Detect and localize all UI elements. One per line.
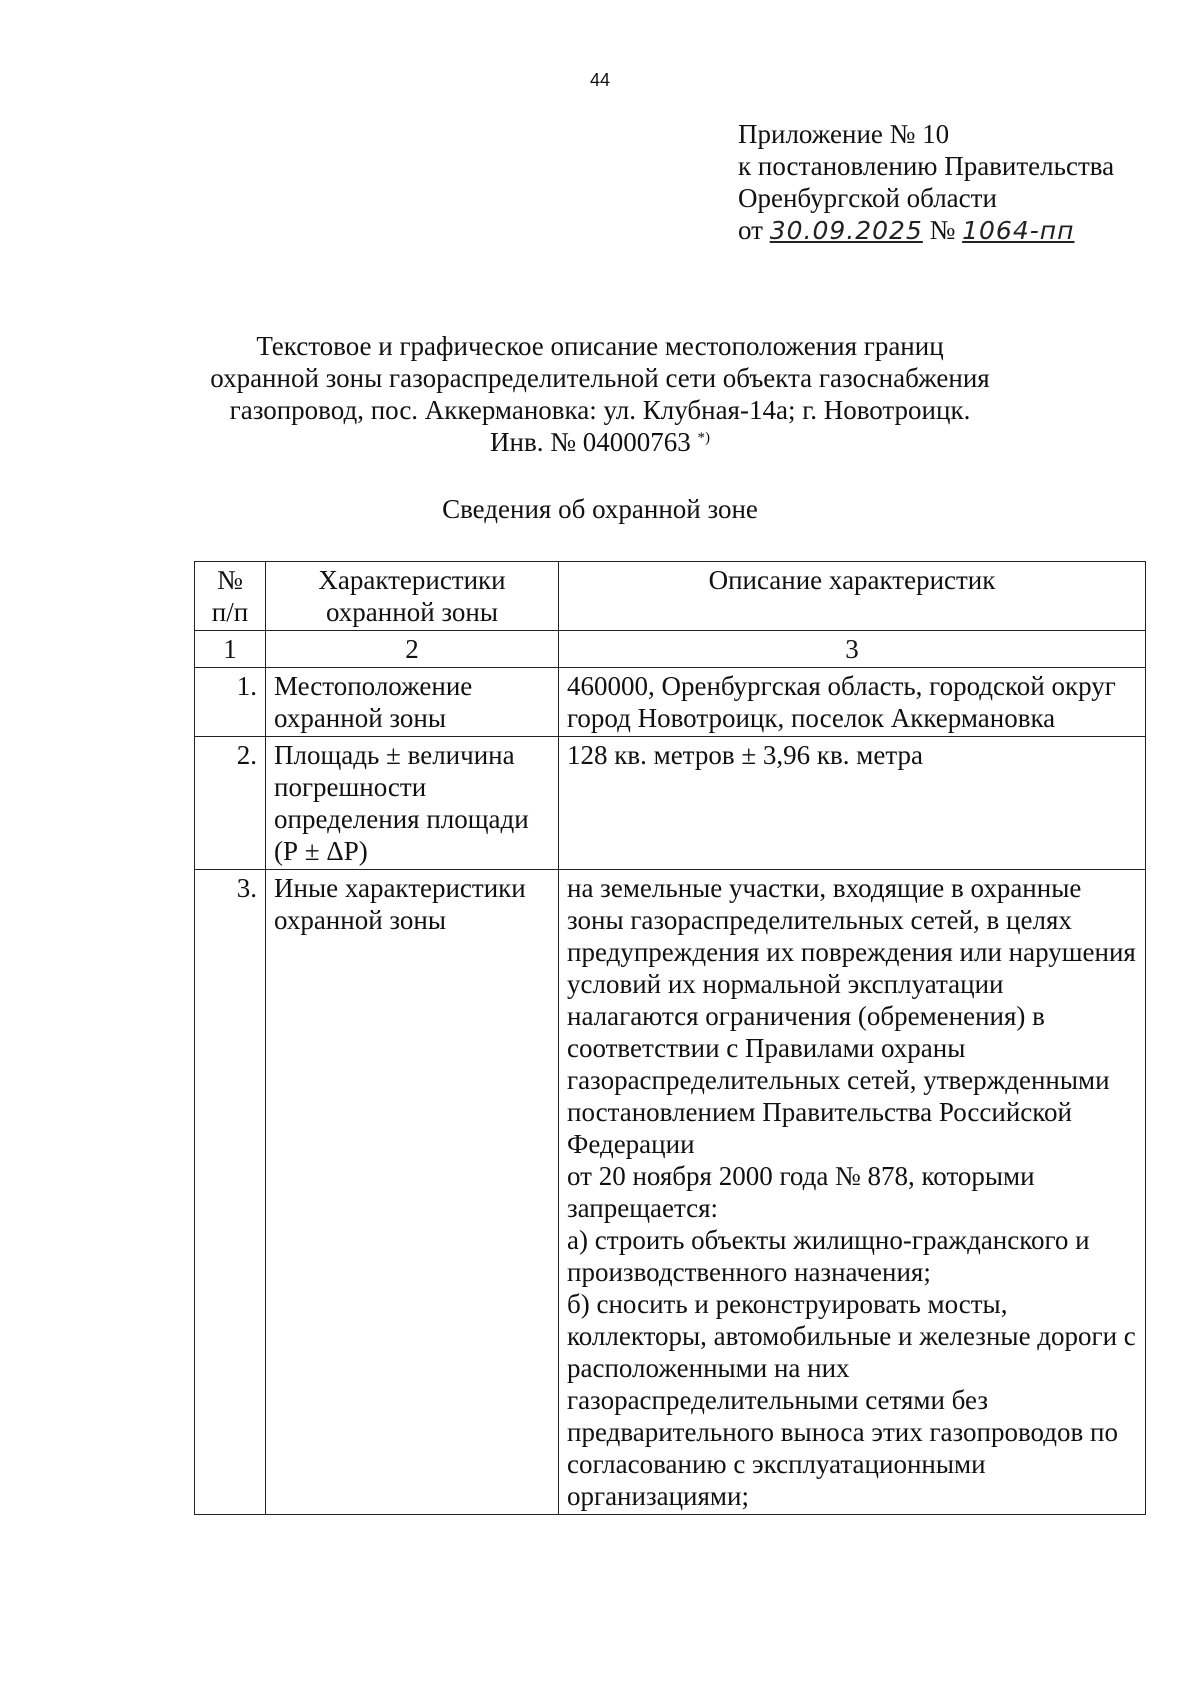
row-name: Площадь ± величина погрешности определения площади (Р ± ΔР) — [266, 737, 559, 870]
description-paragraph: от 20 ноября 2000 года № 878, которыми запрещается: — [567, 1161, 1035, 1223]
appendix-from-label: от — [738, 215, 763, 245]
footnote-mark: *) — [697, 430, 710, 446]
appendix-number-sign: № — [929, 215, 956, 245]
table-row — [195, 668, 1146, 737]
inventory-number: Инв. № 04000763 — [490, 427, 691, 457]
section-subtitle: Сведения об охранной зоне — [442, 494, 758, 524]
appendix-reference: к постановлению Правительства — [738, 151, 1115, 181]
appendix-block — [738, 118, 1114, 247]
appendix-date-line — [738, 214, 1114, 247]
header-number: № п/п — [195, 562, 266, 631]
title-line-1: Текстовое и графическое описание местоположения границ — [256, 331, 944, 361]
title-line-4 — [0, 426, 1200, 458]
appendix-title: Приложение № 10 — [738, 119, 950, 149]
row-description: 128 кв. метров ± 3,96 кв. метра — [559, 737, 1146, 870]
header-characteristics: Характеристики охранной зоны — [266, 562, 559, 631]
index-cell-3: 3 — [559, 631, 1146, 668]
row-number: 2. — [195, 737, 266, 870]
description-paragraph: а) строить объекты жилищно-гражданского и производственного назначения; — [567, 1225, 1090, 1287]
header-description: Описание характеристик — [559, 562, 1146, 631]
title-line-2: охранной зоны газораспределительной сети объекта газоснабжения — [210, 363, 990, 393]
row-name: Иные характеристики охранной зоны — [266, 870, 559, 1515]
page-number: 44 — [589, 70, 611, 90]
index-cell-2: 2 — [266, 631, 559, 668]
title-line-3: газопровод, пос. Аккермановка: ул. Клубная-14а; г. Новотроицк. — [229, 395, 971, 425]
zone-info-table — [194, 561, 1146, 1515]
table-header-row — [195, 562, 1146, 631]
index-cell-1: 1 — [195, 631, 266, 668]
row-number: 1. — [195, 668, 266, 737]
row-description: 460000, Оренбургская область, городской округ город Новотроицк, поселок Аккермановка — [559, 668, 1146, 737]
description-paragraph: б) сносить и реконструировать мосты, коллекторы, автомобильные и железные дороги с расположенными на них газораспределительными сетями без предварительного выноса этих газопроводов по согласованию с эксплуатационными организациями; — [567, 1289, 1136, 1511]
document-title — [0, 330, 1200, 458]
table-row — [195, 870, 1146, 1515]
table-index-row — [195, 631, 1146, 668]
row-description — [559, 870, 1146, 1515]
appendix-number: 1064-пп — [962, 216, 1075, 245]
appendix-region: Оренбургской области — [738, 183, 997, 213]
table-row — [195, 737, 1146, 870]
row-name: Местоположение охранной зоны — [266, 668, 559, 737]
appendix-date: 30.09.2025 — [769, 216, 923, 245]
description-paragraph: на земельные участки, входящие в охранные зоны газораспределительных сетей, в целях предупреждения их повреждения или нарушения условий их нормальной эксплуатации налагаются ограничения (обременения) в соответствии с Правилами охраны газораспределительных сетей, утвержденными постановлением Правительства Российской Федерации — [567, 873, 1136, 1159]
row-number: 3. — [195, 870, 266, 1515]
